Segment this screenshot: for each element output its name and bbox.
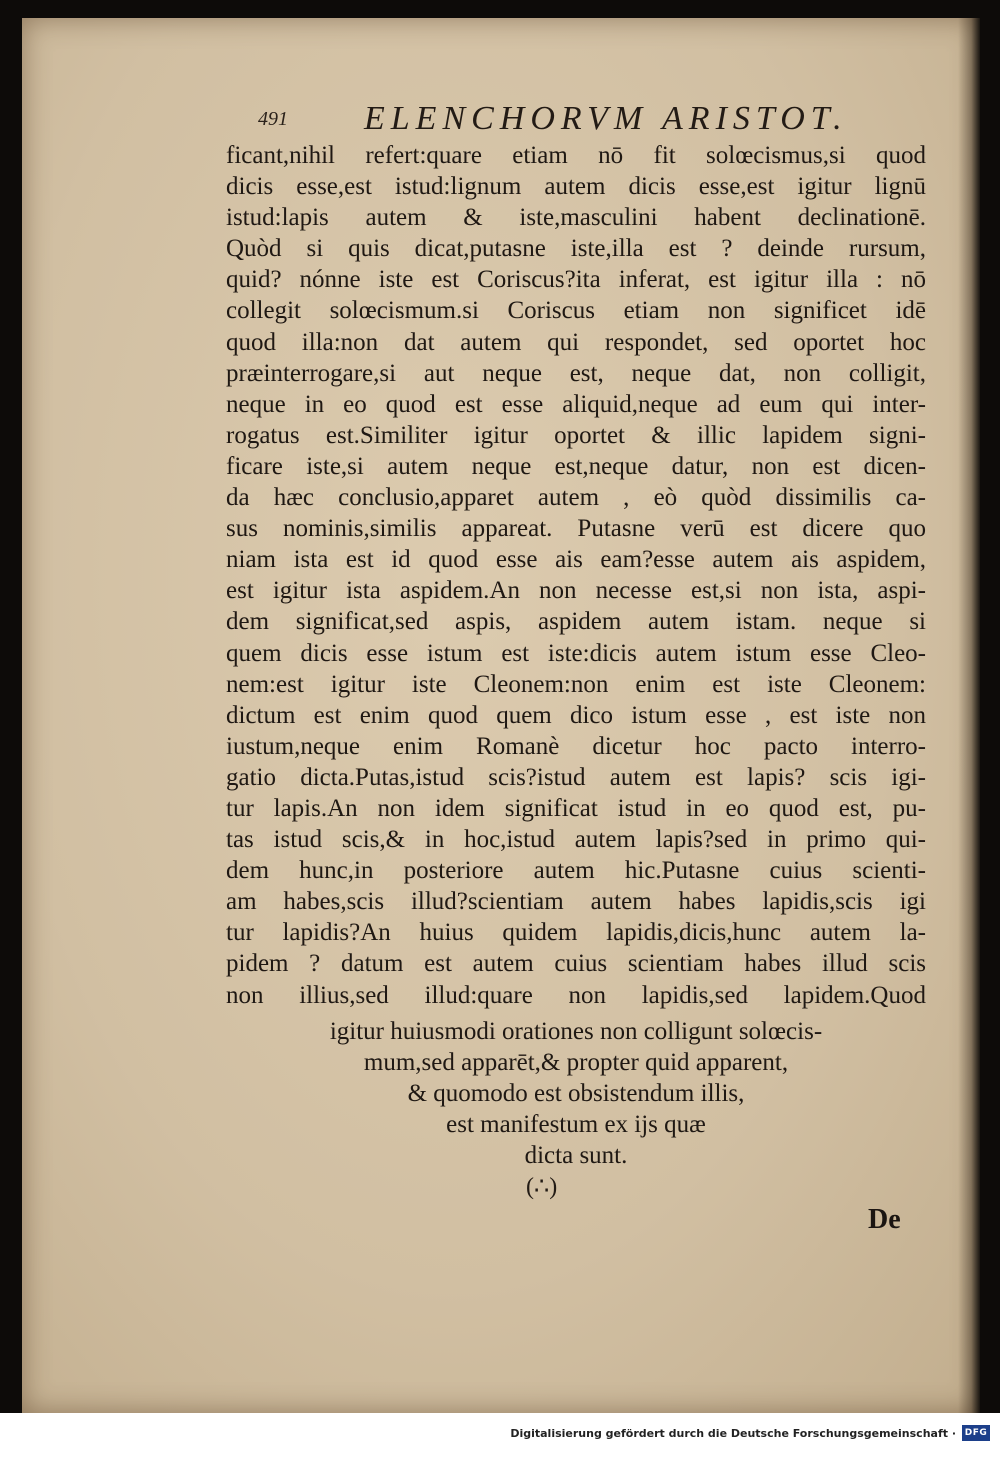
text-line: quid? nónne iste est Coriscus?ita inferat, est igitur illa : nō — [226, 266, 926, 294]
catchword: De — [868, 1204, 901, 1235]
text-line: tur lapis.An non idem significat istud in eo quod est, pu- — [226, 794, 926, 822]
text-line: quod illa:non dat autem qui respondet, sed oportet hoc — [226, 328, 926, 356]
footer-bar — [0, 1413, 1000, 1462]
text-line: ficare iste,si autem neque est,neque datur, non est dicen- — [226, 452, 926, 480]
text-line: am habes,scis illud?scientiam autem habes lapidis,scis igi — [226, 888, 926, 916]
footer-credit: Digitalisierung gefördert durch die Deutsche Forschungsgemeinschaft · — [510, 1427, 956, 1440]
closing-line: est manifestum ex ijs quæ — [446, 1111, 706, 1139]
text-line: est igitur ista aspidem.An non necesse est,si non ista, aspi- — [226, 577, 926, 605]
dfg-logo[interactable]: DFG — [962, 1425, 990, 1441]
closing-line: igitur huiusmodi orationes non colligunt solœcis- — [329, 1018, 823, 1045]
text-line: præinterrogare,si aut neque est, neque dat, non colligit, — [226, 359, 926, 387]
running-title: ELENCHORVM ARISTOT. — [364, 100, 848, 137]
body-text — [226, 140, 926, 1011]
text-line: iustum,neque enim Romanè dicetur hoc pacto interro- — [226, 732, 926, 760]
text-line: istud:lapis autem & iste,masculini habent declinationē. — [226, 204, 926, 232]
text-line: tur lapidis?An huius quidem lapidis,dicis,hunc autem la- — [226, 919, 926, 947]
text-line: quem dicis esse istum est iste:dicis autem istum esse Cleo- — [226, 639, 926, 667]
closing-line: & quomodo est obsistendum illis, — [407, 1080, 745, 1108]
text-line: ficant,nihil refert:quare etiam nō fit solœcismus,si quod — [226, 142, 926, 169]
text-line: gatio dicta.Putas,istud scis?istud autem est lapis? scis igi- — [226, 763, 926, 791]
text-line: Quòd si quis dicat,putasne iste,illa est ? deinde rursum, — [226, 235, 926, 263]
text-line: dictum est enim quod quem dico istum esse , est iste non — [226, 701, 926, 729]
text-line: non illius,sed illud:quare non lapidis,sed lapidem.Quod — [226, 981, 926, 1009]
text-line: niam ista est id quod esse ais eam?esse autem ais aspidem, — [226, 546, 926, 574]
text-line: rogatus est.Similiter igitur oportet & illic lapidem signi- — [226, 421, 926, 449]
text-line: da hæc conclusio,apparet autem , eò quòd dissimilis ca- — [226, 484, 926, 512]
ornament-mark: (∴) — [526, 1174, 558, 1200]
text-line: sus nominis,similis appareat. Putasne verū est dicere quo — [226, 515, 926, 543]
text-line: tas istud scis,& in hoc,istud autem lapis?sed in primo qui- — [226, 826, 926, 854]
running-head — [22, 100, 980, 140]
text-line: pidem ? datum est autem cuius scientiam habes illud scis — [226, 950, 926, 978]
page-spine-shadow — [958, 18, 980, 1413]
text-line: dem significat,sed aspis, aspidem autem istam. neque si — [226, 608, 926, 636]
text-line: dicis esse,est istud:lignum autem dicis esse,est igitur lignū — [226, 173, 926, 201]
page-number: 491 — [258, 108, 288, 130]
text-line: collegit solœcismum.si Coriscus etiam non significet idē — [226, 297, 926, 325]
text-line: nem:est igitur iste Cleonem:non enim est iste Cleonem: — [226, 670, 926, 698]
closing-line: mum,sed apparēt,& propter quid apparent, — [363, 1049, 789, 1077]
text-line: neque in eo quod est esse aliquid,neque ad eum qui inter- — [226, 390, 926, 418]
closing-paragraph — [226, 1016, 926, 1171]
text-line: dem hunc,in posteriore autem hic.Putasne cuius scienti- — [226, 857, 926, 885]
closing-line: dicta sunt. — [524, 1142, 628, 1170]
